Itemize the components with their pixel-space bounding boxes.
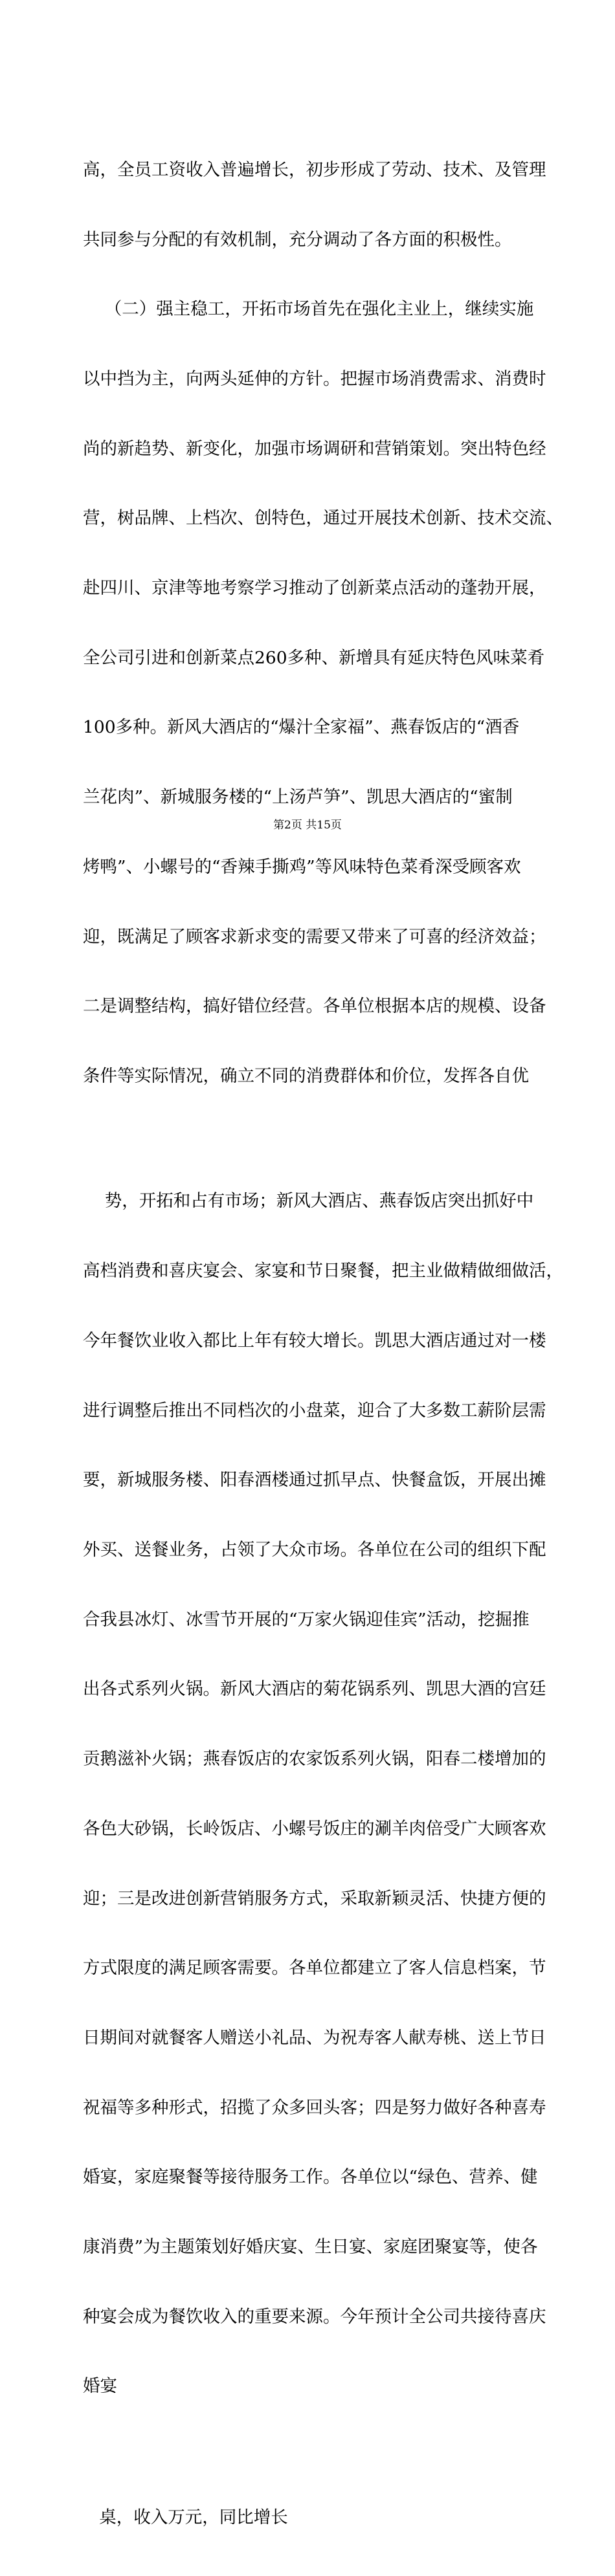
text-line: 合我县冰灯、冰雪节开展的“万家火锅迎佳宾”活动，挖掘推 bbox=[83, 1609, 530, 1630]
text-line: 祝福等多种形式，招揽了众多回头客；四是努力做好各种喜寿 bbox=[83, 2097, 546, 2118]
text-line: 高档消费和喜庆宴会、家宴和节日聚餐，把主业做精做细做活， bbox=[83, 1261, 563, 1282]
text-line: 势，开拓和占有市场；新风大酒店、燕春饭店突出抓好中 bbox=[83, 1191, 534, 1212]
text-line: 婚宴 bbox=[83, 2376, 117, 2397]
paragraph-gap bbox=[83, 1135, 536, 1144]
text-line: 各色大砂锅，长岭饭店、小螺号饭庄的涮羊肉倍受广大顾客欢 bbox=[83, 1818, 546, 1839]
text-line: 康消费”为主题策划好婚庆宴、生日宴、家庭团聚宴等，使各 bbox=[83, 2237, 538, 2258]
text-line: 兰花肉”、新城服务楼的“上汤芦笋”、凯思大酒店的“蜜制 bbox=[83, 787, 513, 808]
text-line: 尚的新趋势、新变化，加强市场调研和营销策划。突出特色经 bbox=[83, 438, 546, 459]
text-line: 桌，收入万元，同比增长 bbox=[83, 2507, 288, 2527]
paragraph-gap bbox=[83, 2445, 536, 2459]
text-line: 要，新城服务楼、阳春酒楼通过抓早点、快餐盒饭，开展出摊 bbox=[83, 1470, 546, 1491]
text-line: 进行调整后推出不同档次的小盘菜，迎合了大多数工薪阶层需 bbox=[83, 1400, 546, 1421]
text-line: 出各式系列火锅。新风大酒店的菊花锅系列、凯思大酒的宫廷 bbox=[83, 1679, 546, 1700]
text-line: 外买、送餐业务，占领了大众市场。各单位在公司的组织下配 bbox=[83, 1539, 546, 1560]
text-line: 共同参与分配的有效机制，充分调动了各方面的积极性。 bbox=[83, 229, 512, 250]
text-line: 营，树品牌、上档次、创特色，通过开展技术创新、技术交流、 bbox=[83, 508, 563, 529]
text-line: （二）强主稳工，开拓市场首先在强化主业上，继续实施 bbox=[83, 299, 534, 320]
text-line: 100多种。新风大酒店的“爆汁全家福”、燕春饭店的“酒香 bbox=[83, 717, 520, 738]
text-line: 赴四川、京津等地考察学习推动了创新菜点活动的蓬勃开展， bbox=[83, 578, 546, 599]
document-body bbox=[83, 112, 563, 2576]
text-line: 今年餐饮业收入都比上年有较大增长。凯思大酒店通过对一楼 bbox=[83, 1330, 546, 1351]
text-line: 迎；三是改进创新营销服务方式，采取新颖灵活、快捷方便的 bbox=[83, 1888, 546, 1909]
text-line: 种宴会成为餐饮收入的重要来源。今年预计全公司共接待喜庆 bbox=[83, 2306, 546, 2327]
text-line: 贡鹅滋补火锅；燕春饭店的农家饭系列火锅，阳春二楼增加的 bbox=[83, 1749, 546, 1770]
text-line: 高，全员工资收入普遍增长，初步形成了劳动、技术、及管理 bbox=[83, 159, 546, 180]
text-line: 日期间对就餐客人赠送小礼品、为祝寿客人献寿桃、送上节日 bbox=[83, 2027, 546, 2048]
text-line: 二是调整结构，搞好错位经营。各单位根据本店的规模、设备 bbox=[83, 996, 546, 1017]
text-line: 婚宴，家庭聚餐等接待服务工作。各单位以“绿色、营养、健 bbox=[83, 2167, 538, 2188]
text-line: 方式限度的满足顾客需要。各单位都建立了客人信息档案，节 bbox=[83, 1958, 546, 1979]
text-line: 迎，既满足了顾客求新求变的需要又带来了可喜的经济效益； bbox=[83, 926, 546, 947]
text-line: 条件等实际情况，确立不同的消费群体和价位，发挥各自优 bbox=[83, 1065, 529, 1086]
page-number-footer: 第2页 共15页 bbox=[273, 819, 342, 832]
text-line: 以中挡为主，向两头延伸的方针。把握市场消费需求、消费时 bbox=[83, 368, 546, 389]
text-line: 烤鸭”、小螺号的“香辣手撕鸡”等风味特色菜肴深受顾客欢 bbox=[83, 856, 521, 877]
text-line: 全公司引进和创新菜点260多种、新增具有延庆特色风味菜肴 bbox=[83, 647, 545, 668]
